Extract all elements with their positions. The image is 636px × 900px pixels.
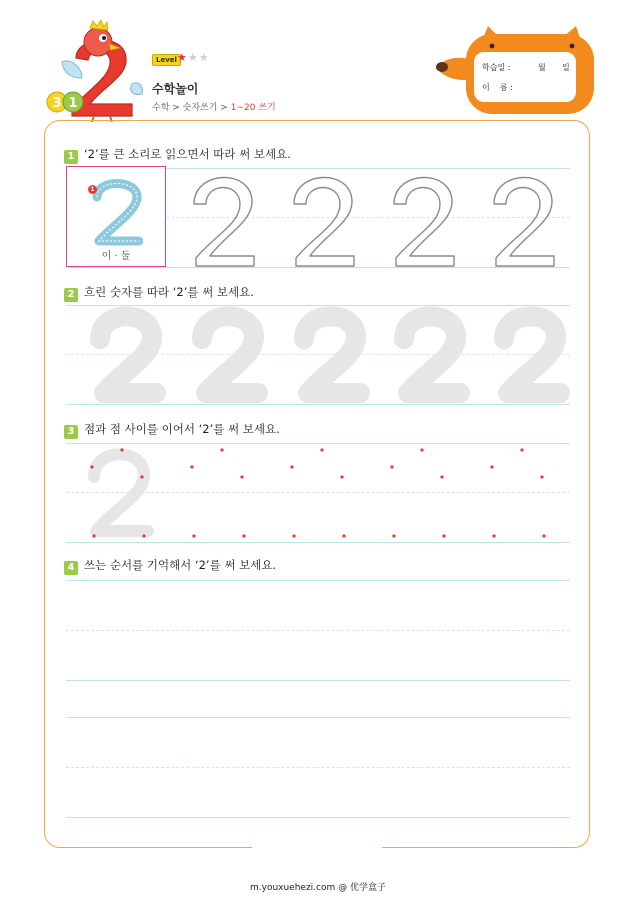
faint-digit-2 [404, 316, 460, 393]
section-2-instruction [64, 284, 254, 302]
faint-digit-row [66, 305, 570, 405]
connect-dot [142, 534, 145, 537]
level-badge: Level [152, 54, 181, 66]
sample-digit-stroke [91, 177, 143, 249]
section-1-instruction [64, 146, 291, 164]
connect-dot [490, 465, 493, 468]
guide-line [66, 680, 570, 681]
faint-digit-2 [202, 316, 258, 393]
guide-line-dashed [66, 767, 570, 768]
worksheet-title: 수학놀이 [152, 82, 199, 96]
sample-reading: 이 · 둘 [101, 251, 131, 262]
connect-dot [220, 448, 223, 451]
breadcrumb [152, 100, 276, 113]
connect-dot [290, 465, 293, 468]
outlined-digit-2 [394, 177, 454, 266]
connect-dot [140, 475, 143, 478]
guide-line [66, 717, 570, 718]
connect-dot [390, 465, 393, 468]
faint-digit-2 [100, 316, 156, 393]
connect-dot [392, 534, 395, 537]
connect-dot [340, 475, 343, 478]
badge-digit-1: 3 [52, 96, 62, 111]
section-3-number: 3 [64, 425, 78, 439]
section-3-instruction [64, 421, 280, 439]
month-label: 월 [538, 63, 546, 72]
section-4-number: 4 [64, 561, 78, 575]
footer-credit: m.youxuehezi.com @ 优学盒子 [249, 883, 386, 893]
sample-digit-card [66, 166, 166, 267]
faint-digit-2 [94, 454, 148, 531]
star-empty-icon: ★★ [187, 51, 210, 64]
connect-dot [192, 534, 195, 537]
star-filled-icon: ★ [177, 51, 188, 64]
faint-digit-2 [504, 316, 560, 393]
outlined-digit-2 [294, 177, 354, 266]
date-label: 학습일 : [482, 63, 511, 72]
frame-gap [252, 842, 382, 854]
connect-dot [420, 448, 423, 451]
section-4-instruction [64, 557, 276, 575]
section-1-text: ‘2’를 큰 소리로 읽으면서 따라 써 보세요. [84, 147, 291, 161]
section-2-text: 흐린 숫자를 따라 ‘2’를 써 보세요. [84, 285, 254, 299]
connect-dot [190, 465, 193, 468]
outlined-digit-2 [494, 177, 554, 266]
dot-digit-row [66, 443, 570, 543]
stroke-order-marker: 1 [88, 185, 97, 194]
connect-dot [442, 534, 445, 537]
connect-dot [342, 534, 345, 537]
learner-info-box [474, 52, 576, 102]
guide-line [66, 817, 570, 818]
connect-dot [540, 475, 543, 478]
connect-dot [320, 448, 323, 451]
breadcrumb-current: 1~20 쓰기 [230, 103, 276, 113]
day-label: 일 [562, 63, 570, 72]
outlined-digit-row [170, 166, 570, 270]
connect-dot [440, 475, 443, 478]
connect-dot [542, 534, 545, 537]
connect-dot [242, 534, 245, 537]
section-1-number: 1 [64, 150, 78, 164]
guide-line-dashed [66, 630, 570, 631]
connect-dot [240, 475, 243, 478]
connect-dot [492, 534, 495, 537]
section-2-number: 2 [64, 288, 78, 302]
level-stars [177, 51, 210, 64]
connect-dot [90, 465, 93, 468]
faint-digit-2 [304, 316, 360, 393]
connect-dot [120, 448, 123, 451]
section-3-text: 점과 점 사이를 이어서 ‘2’를 써 보세요. [84, 422, 280, 436]
guide-line [66, 580, 570, 581]
name-label: 이 름 : [482, 83, 513, 92]
section-4-text: 쓰는 순서를 기억해서 ‘2’를 써 보세요. [84, 558, 277, 572]
connect-dot [520, 448, 523, 451]
breadcrumb-path: 수학 > 숫자쓰기 > [152, 103, 231, 113]
badge-digit-2: 1 [68, 96, 78, 111]
outlined-digit-2 [194, 177, 254, 266]
connect-dot [92, 534, 95, 537]
flamingo-mascot-illustration [46, 18, 146, 122]
connect-dot [292, 534, 295, 537]
